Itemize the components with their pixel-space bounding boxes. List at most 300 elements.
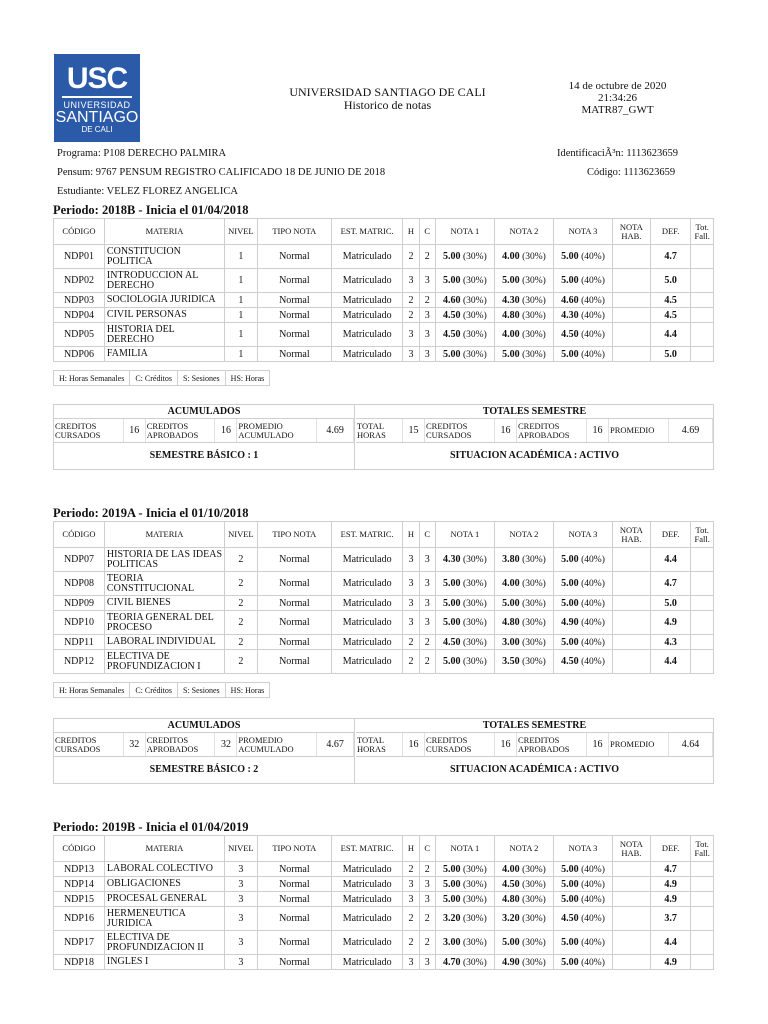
grade-3 xyxy=(553,293,612,308)
grade-value: 5.00 xyxy=(561,251,579,262)
final-grade xyxy=(650,548,691,572)
grade-weight: (30%) xyxy=(522,618,546,628)
grade-weight: (30%) xyxy=(522,598,546,609)
period-title: Periodo: 2018B - Inicia el 01/04/2018 xyxy=(53,203,249,217)
grade-1 xyxy=(435,931,494,955)
promedio-acumulado-value: 4.67 xyxy=(317,733,354,756)
credits: 2 xyxy=(419,635,435,650)
grade-weight: (30%) xyxy=(463,276,487,286)
final-grade-value: 5.0 xyxy=(664,275,677,286)
grade-weight: (30%) xyxy=(463,330,487,340)
grade-weight: (30%) xyxy=(463,618,487,628)
grade-type: Normal xyxy=(257,955,331,970)
grade-weight: (40%) xyxy=(581,555,605,565)
table-row xyxy=(54,596,714,611)
grade-weight: (30%) xyxy=(463,252,487,262)
final-grade xyxy=(650,347,691,362)
credits: 3 xyxy=(419,877,435,892)
enrollment-status: Matriculado xyxy=(332,347,403,362)
grade-type: Normal xyxy=(257,650,331,674)
final-grade-value: 4.4 xyxy=(664,937,677,948)
table-row xyxy=(54,323,714,347)
final-grade xyxy=(650,650,691,674)
hours: 3 xyxy=(403,347,419,362)
course-level: 1 xyxy=(225,293,258,308)
column-header: NOTA HAB. xyxy=(613,522,651,548)
grade-weight: (30%) xyxy=(463,864,487,875)
final-grade xyxy=(650,907,691,931)
sem-creditos-cursados-label: CREDITOS CURSADOS xyxy=(425,733,495,756)
course-code: NDP02 xyxy=(54,269,105,293)
grade-3 xyxy=(553,323,612,347)
course-level: 3 xyxy=(225,955,258,970)
grade-weight: (40%) xyxy=(581,330,605,340)
absences xyxy=(691,907,714,931)
column-header: NOTA HAB. xyxy=(613,219,651,245)
credits: 3 xyxy=(419,892,435,907)
course-code: NDP14 xyxy=(54,877,105,892)
grade-type: Normal xyxy=(257,308,331,323)
semester-totals-title: TOTALES SEMESTRE xyxy=(356,719,713,733)
grade-type: Normal xyxy=(257,862,331,877)
final-grade-value: 4.3 xyxy=(664,636,677,648)
grade-weight: (30%) xyxy=(522,657,546,667)
sem-creditos-cursados-label: CREDITOS CURSADOS xyxy=(425,419,495,442)
course-name: TEORIA CONSTITUCIONAL xyxy=(104,572,224,596)
column-header: NIVEL xyxy=(225,836,258,862)
course-code: NDP15 xyxy=(54,892,105,907)
table-row xyxy=(54,635,714,650)
grade-value: 5.00 xyxy=(443,275,461,286)
table-row xyxy=(54,877,714,892)
grade-type: Normal xyxy=(257,293,331,308)
credits: 2 xyxy=(419,862,435,877)
hours: 2 xyxy=(403,650,419,674)
grade-1 xyxy=(435,862,494,877)
grade-3 xyxy=(553,308,612,323)
grade-hab xyxy=(613,572,651,596)
creditos-aprobados-label: CREDITOS APROBADOS xyxy=(146,419,216,442)
hours: 3 xyxy=(403,596,419,611)
grade-1 xyxy=(435,650,494,674)
final-grade xyxy=(650,955,691,970)
column-header: NOTA 1 xyxy=(435,522,494,548)
accumulated-cells xyxy=(54,419,354,443)
grade-1 xyxy=(435,323,494,347)
absences xyxy=(691,572,714,596)
grade-weight: (30%) xyxy=(522,879,546,890)
document-header xyxy=(270,86,505,112)
course-level: 2 xyxy=(225,596,258,611)
sem-aprobados-value: 16 xyxy=(587,419,609,442)
grade-weight: (30%) xyxy=(522,555,546,565)
grade-2 xyxy=(494,862,553,877)
course-level: 2 xyxy=(225,548,258,572)
course-code: NDP06 xyxy=(54,347,105,362)
column-header: MATERIA xyxy=(104,522,224,548)
grade-2 xyxy=(494,650,553,674)
grade-type: Normal xyxy=(257,347,331,362)
grade-type: Normal xyxy=(257,611,331,635)
grade-2 xyxy=(494,572,553,596)
grade-weight: (30%) xyxy=(522,957,546,968)
grade-value: 5.00 xyxy=(561,893,579,905)
grade-value: 5.00 xyxy=(502,348,520,360)
course-level: 3 xyxy=(225,892,258,907)
final-grade-value: 3.7 xyxy=(664,913,677,924)
final-grade-value: 5.0 xyxy=(664,597,677,609)
final-grade-value: 4.9 xyxy=(664,617,677,628)
table-row xyxy=(54,548,714,572)
grade-value: 5.00 xyxy=(561,348,579,360)
legend xyxy=(53,682,270,698)
grade-value: 3.80 xyxy=(502,554,520,565)
report-date: 14 de octubre de 2020 xyxy=(568,80,667,92)
grade-3 xyxy=(553,955,612,970)
table-row xyxy=(54,245,714,269)
column-header: DEF. xyxy=(650,522,691,548)
course-name: PROCESAL GENERAL xyxy=(104,892,224,907)
grade-weight: (30%) xyxy=(463,310,487,321)
grade-value: 5.00 xyxy=(443,597,461,609)
table-header-row xyxy=(54,219,714,245)
grade-3 xyxy=(553,892,612,907)
sem-cursados-value: 16 xyxy=(495,733,517,756)
pensum-line: Pensum: 9767 PENSUM REGISTRO CALIFICADO 18 DE JUNIO DE 2018 xyxy=(57,167,386,178)
grade-2 xyxy=(494,931,553,955)
grade-value: 4.90 xyxy=(502,956,520,968)
final-grade-value: 4.5 xyxy=(664,309,677,321)
grade-weight: (40%) xyxy=(581,657,605,667)
grade-weight: (30%) xyxy=(522,330,546,340)
grade-value: 3.50 xyxy=(502,656,520,667)
hours: 2 xyxy=(403,931,419,955)
grade-value: 4.60 xyxy=(561,294,579,306)
grade-2 xyxy=(494,877,553,892)
legend-item: C: Créditos xyxy=(130,370,178,386)
course-code: NDP17 xyxy=(54,931,105,955)
course-level: 1 xyxy=(225,323,258,347)
grade-value: 5.00 xyxy=(561,554,579,565)
column-header: NOTA 1 xyxy=(435,836,494,862)
grade-1 xyxy=(435,308,494,323)
final-grade xyxy=(650,293,691,308)
credits: 3 xyxy=(419,269,435,293)
credits: 3 xyxy=(419,572,435,596)
grade-value: 4.00 xyxy=(502,863,520,875)
column-header: NOTA 3 xyxy=(553,219,612,245)
accumulated-cells xyxy=(54,733,354,757)
enrollment-status: Matriculado xyxy=(332,650,403,674)
grade-value: 4.50 xyxy=(561,329,579,340)
grade-1 xyxy=(435,635,494,650)
hours: 2 xyxy=(403,862,419,877)
enrollment-status: Matriculado xyxy=(332,293,403,308)
grade-value: 5.00 xyxy=(561,597,579,609)
final-grade xyxy=(650,931,691,955)
acum-cursados-value: 32 xyxy=(124,733,146,756)
course-name: INTRODUCCION AL DERECHO xyxy=(104,269,224,293)
absences xyxy=(691,596,714,611)
grade-type: Normal xyxy=(257,245,331,269)
credits: 3 xyxy=(419,955,435,970)
grade-3 xyxy=(553,862,612,877)
table-row xyxy=(54,955,714,970)
column-header: Tot. Fall. xyxy=(691,522,714,548)
hours: 3 xyxy=(403,323,419,347)
grade-1 xyxy=(435,877,494,892)
enrollment-status: Matriculado xyxy=(332,955,403,970)
course-level: 2 xyxy=(225,611,258,635)
grade-1 xyxy=(435,611,494,635)
course-code: NDP18 xyxy=(54,955,105,970)
legend-item: H: Horas Semanales xyxy=(53,370,130,386)
grade-value: 5.00 xyxy=(561,636,579,648)
course-level: 3 xyxy=(225,931,258,955)
grade-hab xyxy=(613,892,651,907)
course-name: SOCIOLOGIA JURIDICA xyxy=(104,293,224,308)
grade-value: 4.60 xyxy=(443,294,461,306)
grade-weight: (40%) xyxy=(581,349,605,360)
absences xyxy=(691,548,714,572)
document-subtitle: Historico de notas xyxy=(343,98,432,112)
column-header: EST. MATRIC. xyxy=(332,219,403,245)
course-level: 2 xyxy=(225,572,258,596)
grade-weight: (40%) xyxy=(581,295,605,306)
grade-value: 5.00 xyxy=(443,348,461,360)
logo-divider xyxy=(62,96,132,98)
absences xyxy=(691,308,714,323)
grade-hab xyxy=(613,548,651,572)
credits: 2 xyxy=(419,907,435,931)
column-header: H xyxy=(403,219,419,245)
grade-value: 5.00 xyxy=(502,275,520,286)
hours: 2 xyxy=(403,635,419,650)
hours: 2 xyxy=(403,293,419,308)
grade-1 xyxy=(435,347,494,362)
enrollment-status: Matriculado xyxy=(332,862,403,877)
final-grade xyxy=(650,269,691,293)
credits: 2 xyxy=(419,931,435,955)
grade-type: Normal xyxy=(257,892,331,907)
document-meta xyxy=(560,80,675,116)
grade-1 xyxy=(435,892,494,907)
grade-3 xyxy=(553,907,612,931)
creditos-cursados-label: CREDITOS CURSADOS xyxy=(54,419,124,442)
university-logo xyxy=(54,54,140,142)
final-grade xyxy=(650,572,691,596)
grade-type: Normal xyxy=(257,635,331,650)
course-code: NDP12 xyxy=(54,650,105,674)
grade-weight: (40%) xyxy=(581,864,605,875)
grade-value: 4.50 xyxy=(561,913,579,924)
absences xyxy=(691,955,714,970)
promedio-label: PROMEDIO xyxy=(609,419,669,442)
grade-3 xyxy=(553,548,612,572)
grade-value: 5.00 xyxy=(443,863,461,875)
column-header: TIPO NOTA xyxy=(257,522,331,548)
course-code: NDP03 xyxy=(54,293,105,308)
accumulated-panel xyxy=(54,719,355,783)
grade-2 xyxy=(494,892,553,907)
grade-weight: (30%) xyxy=(522,252,546,262)
grade-value: 4.80 xyxy=(502,617,520,628)
grade-value: 5.00 xyxy=(561,275,579,286)
grade-weight: (40%) xyxy=(581,252,605,262)
grade-value: 4.50 xyxy=(443,329,461,340)
course-name: TEORIA GENERAL DEL PROCESO xyxy=(104,611,224,635)
enrollment-status: Matriculado xyxy=(332,308,403,323)
legend-item: H: Horas Semanales xyxy=(53,682,130,698)
grade-weight: (30%) xyxy=(463,879,487,890)
total-horas-value: 15 xyxy=(403,419,425,442)
grade-1 xyxy=(435,596,494,611)
grade-type: Normal xyxy=(257,548,331,572)
logo-de-cali-text: DE CALI xyxy=(81,125,113,134)
grade-weight: (30%) xyxy=(463,295,487,306)
table-row xyxy=(54,347,714,362)
grade-2 xyxy=(494,323,553,347)
grade-2 xyxy=(494,293,553,308)
sem-aprobados-value: 16 xyxy=(587,733,609,756)
absences xyxy=(691,245,714,269)
summary-box xyxy=(53,718,714,784)
grade-weight: (40%) xyxy=(581,598,605,609)
column-header: MATERIA xyxy=(104,219,224,245)
grade-weight: (30%) xyxy=(522,310,546,321)
hours: 3 xyxy=(403,269,419,293)
enrollment-status: Matriculado xyxy=(332,907,403,931)
hours: 2 xyxy=(403,907,419,931)
course-name: INGLES I xyxy=(104,955,224,970)
grade-2 xyxy=(494,955,553,970)
grade-weight: (40%) xyxy=(581,579,605,589)
report-time: 21:34:26 xyxy=(597,92,638,104)
grade-2 xyxy=(494,548,553,572)
course-level: 2 xyxy=(225,635,258,650)
table-row xyxy=(54,269,714,293)
legend-item: S: Sesiones xyxy=(178,370,226,386)
column-header: CÓDIGO xyxy=(54,836,105,862)
total-horas-value: 16 xyxy=(403,733,425,756)
course-code: NDP05 xyxy=(54,323,105,347)
grade-hab xyxy=(613,245,651,269)
grade-2 xyxy=(494,245,553,269)
grade-weight: (30%) xyxy=(522,914,546,924)
grade-value: 5.00 xyxy=(561,863,579,875)
column-header: Tot. Fall. xyxy=(691,219,714,245)
final-grade-value: 4.9 xyxy=(664,956,677,968)
creditos-cursados-label: CREDITOS CURSADOS xyxy=(54,733,124,756)
grade-2 xyxy=(494,596,553,611)
course-level: 2 xyxy=(225,650,258,674)
acum-aprobados-value: 32 xyxy=(215,733,237,756)
absences xyxy=(691,269,714,293)
grade-weight: (40%) xyxy=(581,938,605,948)
course-name: CIVIL BIENES xyxy=(104,596,224,611)
course-code: NDP09 xyxy=(54,596,105,611)
grade-weight: (30%) xyxy=(522,295,546,306)
hours: 3 xyxy=(403,611,419,635)
grade-weight: (30%) xyxy=(463,957,487,968)
period-title: Periodo: 2019A - Inicia el 01/10/2018 xyxy=(53,506,249,520)
semester-totals-panel xyxy=(356,405,713,469)
credits: 3 xyxy=(419,323,435,347)
grade-weight: (30%) xyxy=(463,657,487,667)
course-code: NDP10 xyxy=(54,611,105,635)
situacion-academica: SITUACION ACADÉMICA : ACTIVO xyxy=(450,450,619,461)
grade-value: 5.00 xyxy=(502,597,520,609)
enrollment-status: Matriculado xyxy=(332,611,403,635)
enrollment-status: Matriculado xyxy=(332,596,403,611)
logo-santiago-text: SANTIAGO xyxy=(55,109,139,126)
final-grade-value: 4.7 xyxy=(664,251,677,262)
absences xyxy=(691,347,714,362)
absences xyxy=(691,862,714,877)
column-header: NOTA 3 xyxy=(553,836,612,862)
grade-weight: (30%) xyxy=(463,894,487,905)
course-name: HISTORIA DE LAS IDEAS POLITICAS xyxy=(104,548,224,572)
semestre-basico: SEMESTRE BÁSICO : 1 xyxy=(149,450,259,461)
grade-weight: (40%) xyxy=(581,914,605,924)
course-level: 1 xyxy=(225,245,258,269)
grade-weight: (40%) xyxy=(581,957,605,968)
column-header: NIVEL xyxy=(225,219,258,245)
grade-weight: (30%) xyxy=(522,579,546,589)
grade-weight: (30%) xyxy=(463,938,487,948)
course-code: NDP07 xyxy=(54,548,105,572)
grade-3 xyxy=(553,269,612,293)
grade-1 xyxy=(435,293,494,308)
grade-value: 4.50 xyxy=(443,309,461,321)
table-row xyxy=(54,572,714,596)
absences xyxy=(691,635,714,650)
column-header: MATERIA xyxy=(104,836,224,862)
sem-creditos-aprobados-label: CREDITOS APROBADOS xyxy=(517,419,587,442)
course-name: CONSTITUCION POLITICA xyxy=(104,245,224,269)
absences xyxy=(691,892,714,907)
course-name: ELECTIVA DE PROFUNDIZACION I xyxy=(104,650,224,674)
grade-hab xyxy=(613,650,651,674)
accumulated-panel xyxy=(54,405,355,469)
credits: 2 xyxy=(419,245,435,269)
grade-value: 4.50 xyxy=(561,656,579,667)
grades-table xyxy=(53,218,714,362)
course-name: FAMILIA xyxy=(104,347,224,362)
course-code: NDP11 xyxy=(54,635,105,650)
estudiante-line: Estudiante: VELEZ FLOREZ ANGELICA xyxy=(57,186,238,197)
grade-value: 4.30 xyxy=(561,309,579,321)
sem-cursados-value: 16 xyxy=(495,419,517,442)
total-horas-label: TOTAL HORAS xyxy=(356,419,403,442)
column-header: CÓDIGO xyxy=(54,219,105,245)
logo-usc-text: USC xyxy=(66,62,128,95)
enrollment-status: Matriculado xyxy=(332,323,403,347)
course-level: 3 xyxy=(225,907,258,931)
grade-type: Normal xyxy=(257,596,331,611)
grade-value: 5.00 xyxy=(443,617,461,628)
legend-item: S: Sesiones xyxy=(178,682,226,698)
grade-1 xyxy=(435,907,494,931)
course-name: HISTORIA DEL DERECHO xyxy=(104,323,224,347)
grade-value: 3.20 xyxy=(443,913,461,924)
final-grade-value: 5.0 xyxy=(664,348,677,360)
grade-1 xyxy=(435,955,494,970)
grade-3 xyxy=(553,931,612,955)
course-level: 1 xyxy=(225,347,258,362)
grade-value: 5.00 xyxy=(443,578,461,589)
absences xyxy=(691,650,714,674)
